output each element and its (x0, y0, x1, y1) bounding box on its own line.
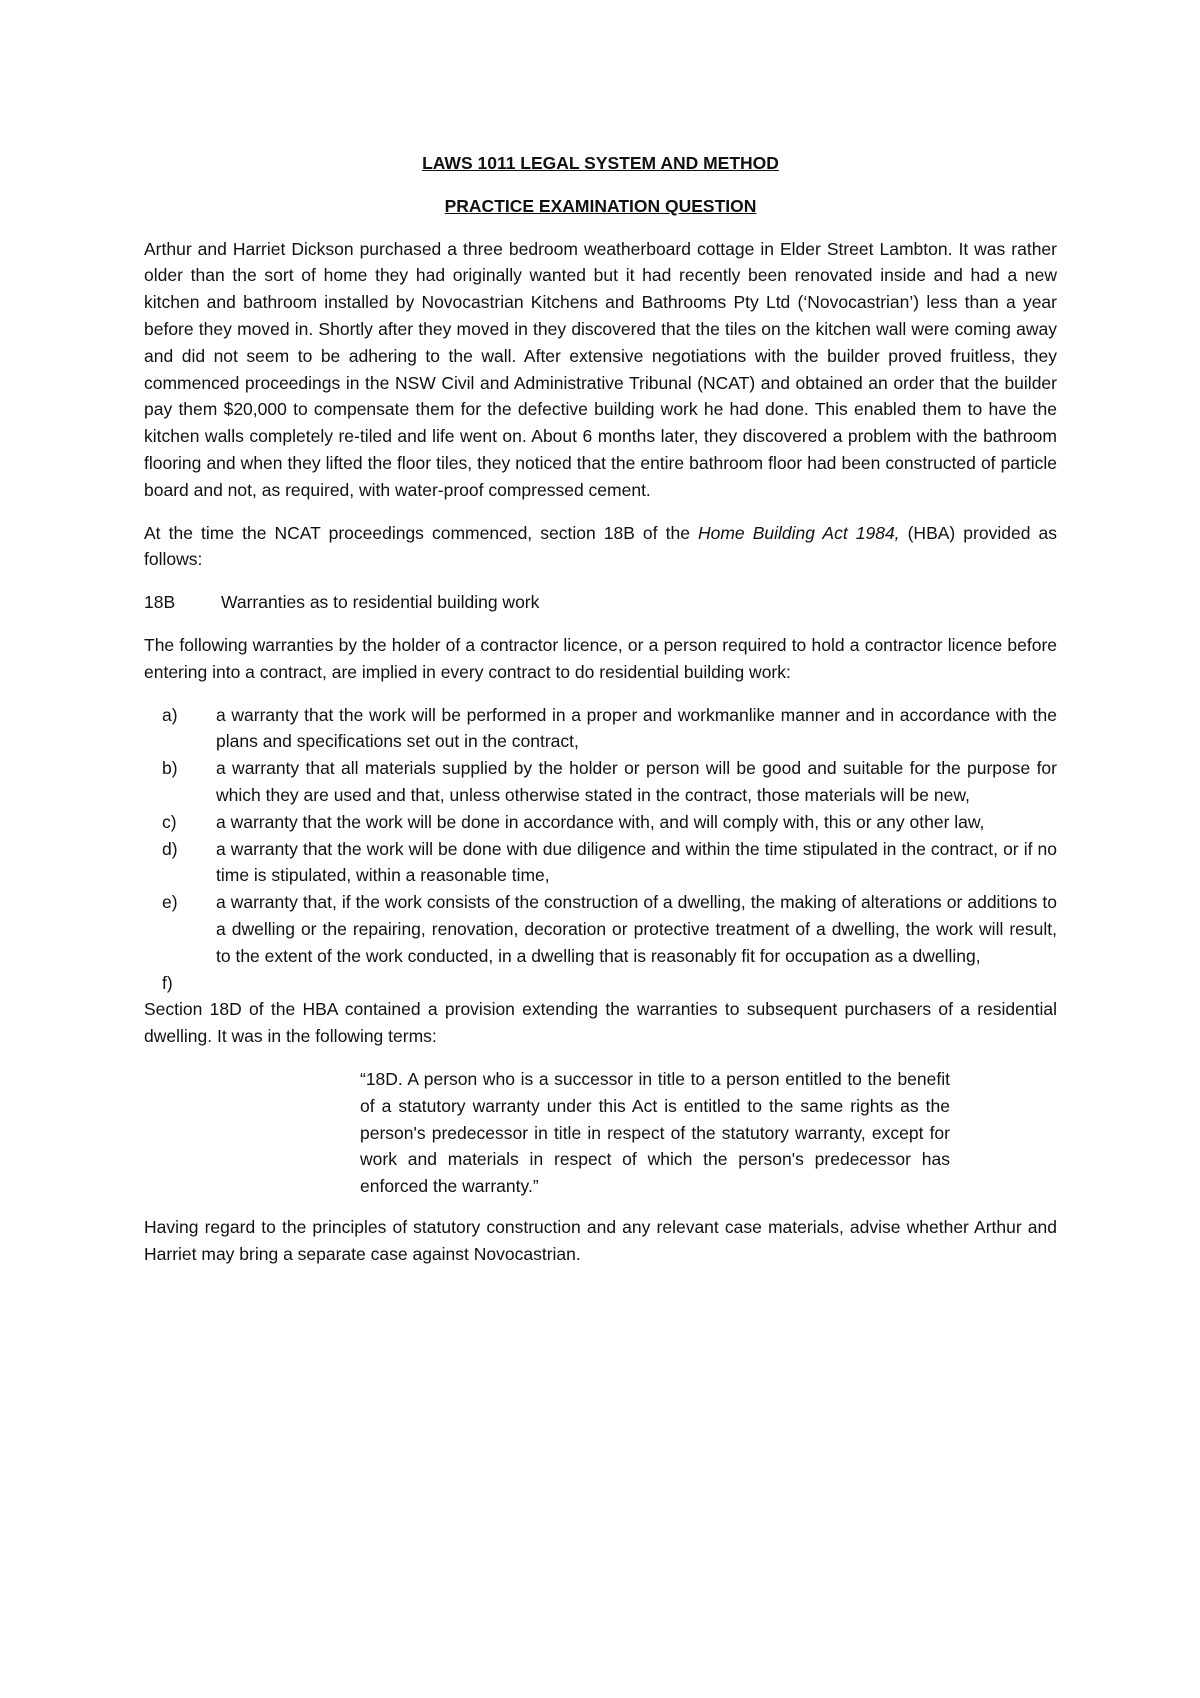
list-marker: b) (162, 758, 178, 779)
section-title: Warranties as to residential building work (221, 592, 540, 613)
list-item (144, 702, 1057, 756)
document-title: LAWS 1011 LEGAL SYSTEM AND METHOD (422, 153, 779, 173)
warranty-list (144, 702, 1057, 997)
document-body (144, 150, 1057, 1283)
section-18b-heading (144, 589, 1057, 616)
document-subtitle: PRACTICE EXAMINATION QUESTION (444, 195, 757, 216)
section-18d-quote: “18D. A person who is a successor in title to a person entitled to the benefit of a statutory warranty under this Act is entitled to the same rights as the person's predecessor in title in respect of the statutory warranty, except for work and materials in respect of which the person's predecessor has enforced the warranty.” (360, 1068, 950, 1197)
list-item (144, 809, 1057, 836)
list-item-text: a warranty that the work will be done with due diligence and within the time stipulated in the contract, or if no time is stipulated, within a reasonable time, (216, 838, 1057, 886)
list-item (144, 755, 1057, 809)
facts-paragraph: Arthur and Harriet Dickson purchased a three bedroom weatherboard cottage in Elder Street Lambton. It was rather older than the sort of home they had originally wanted but it had recently been renovated inside and had a new kitchen and bathroom installed by Novocastrian Kitchens and Bathrooms Pty Ltd (‘Novocastrian’) less than a year before they moved in. Shortly after they moved in they discovered that the tiles on the kitchen wall were coming away and did not seem to be adhering to the wall. After extensive negotiations with the builder proved fruitless, they commenced proceedings in the NSW Civil and Administrative Tribunal (NCAT) and obtained an order that the builder pay them $20,000 to compensate them for the defective building work he had done. This enabled them to have the kitchen walls completely re-tiled and life went on. About 6 months later, they discovered a problem with the bathroom flooring and when they lifted the floor tiles, they noticed that the entire bathroom floor had been constructed of particle board and not, as required, with water-proof compressed cement. (144, 238, 1057, 500)
list-marker: e) (162, 892, 178, 913)
list-item (144, 889, 1057, 969)
list-item (144, 836, 1057, 890)
ncat-text-before: At the time the NCAT proceedings commenced, section 18B of the (144, 522, 698, 543)
act-name: Home Building Act 1984, (697, 522, 900, 543)
section-18d-paragraph: Section 18D of the HBA contained a provision extending the warranties to subsequent purchasers of a residential dwelling. It was in the following terms: (144, 999, 1057, 1047)
list-item-text: a warranty that the work will be performed in a proper and workmanlike manner and in accordance with the plans and specifications set out in the contract, (216, 704, 1057, 752)
list-marker: a) (162, 704, 178, 725)
list-marker: d) (162, 838, 178, 859)
list-marker: f) (162, 972, 173, 993)
list-item (144, 970, 1057, 997)
list-item-text: a warranty that the work will be done in accordance with, and will comply with, this or any other law, (216, 811, 985, 832)
list-item-text (216, 970, 1057, 997)
list-marker: c) (162, 811, 177, 832)
warranties-intro: The following warranties by the holder of a contractor licence, or a person required to hold a contractor licence before entering into a contract, are implied in every contract to do residential building work: (144, 634, 1057, 682)
section-number: 18B (144, 592, 176, 613)
ncat-text-after: (HBA) provided as follows: (144, 522, 1057, 570)
ncat-paragraph (144, 520, 1057, 574)
list-item-text: a warranty that all materials supplied by the holder or person will be good and suitable for the purpose for which they are used and that, unless otherwise stated in the contract, those materials will be new, (216, 758, 1057, 805)
question-paragraph: Having regard to the principles of statutory construction and any relevant case materials, advise whether Arthur and Harriet may bring a separate case against Novocastrian. (144, 1216, 1057, 1264)
list-item-text: a warranty that, if the work consists of the construction of a dwelling, the making of alterations or additions to a dwelling or the repairing, renovation, decoration or protective treatment of a dwelling, the work will result, to the extent of the work conducted, in a dwelling that is reasonably fit for occupation as a dwelling, (216, 892, 1057, 966)
